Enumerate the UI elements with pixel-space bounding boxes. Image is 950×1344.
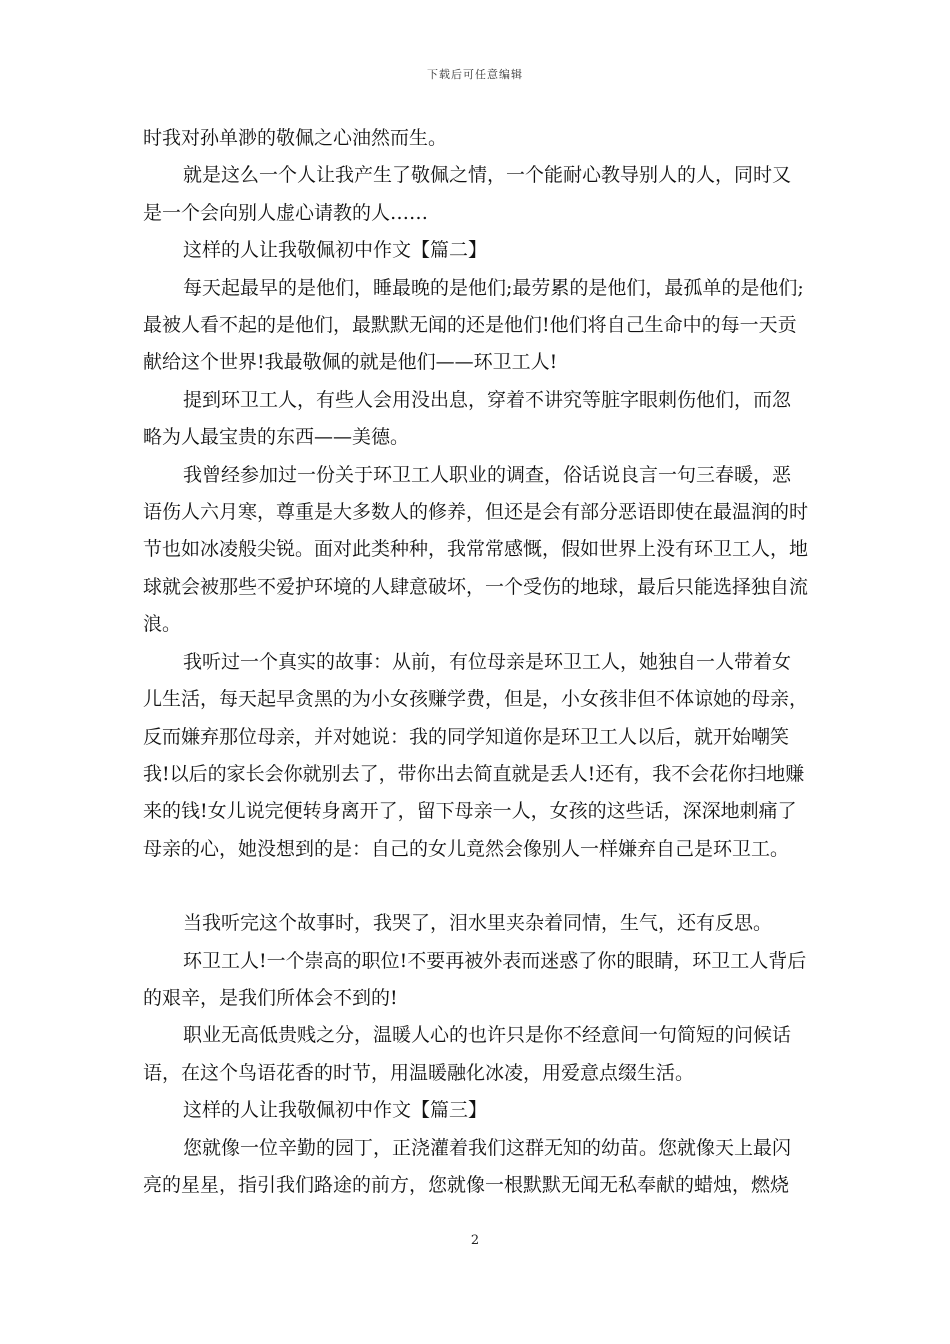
paragraph: 就是这么一个人让我产生了敬佩之情，一个能耐心教导别人的人，同时又是一个会向别人虚心请教的人…… (143, 164, 792, 224)
paragraph: 每天起最早的是他们，睡最晚的是他们;最劳累的是他们，最孤单的是他们;最被人看不起的是他们，最默默无闻的还是他们!他们将自己生命中的每一天贡献给这个世界!我最敬佩的就是他们——环卫工人! (143, 276, 804, 374)
paragraph: 职业无高低贵贱之分，温暖人心的也许只是你不经意间一句简短的问候话语，在这个鸟语花香的时节，用温暖融化冰凌，用爱意点缀生活。 (143, 1024, 792, 1084)
paragraph: 当我听完这个故事时，我哭了，泪水里夹杂着同情，生气，还有反思。 (183, 912, 773, 935)
page-number: 2 (470, 1233, 480, 1248)
section-heading: 这样的人让我敬佩初中作文【篇三】 (183, 1099, 488, 1122)
paragraph: 时我对孙单渺的敬佩之心油然而生。 (143, 127, 448, 149)
paragraph: 环卫工人!一个崇高的职位!不要再被外表而迷惑了你的眼睛，环卫工人背后的艰辛，是我们所体会不到的! (143, 949, 807, 1009)
section-heading: 这样的人让我敬佩初中作文【篇二】 (183, 239, 488, 262)
document-body (143, 120, 809, 1204)
page-header: 下载后可任意编辑 (427, 68, 523, 81)
blank-line (143, 868, 809, 905)
paragraph: 我曾经参加过一份关于环卫工人职业的调查，俗话说良言一句三春暖，恶语伤人六月寒，尊重是大多数人的修养，但还是会有部分恶语即使在最温润的时节也如冰凌般尖锐。面对此类种种，我常常感慨，假如世界上没有环卫工人，地球就会被那些不爱护环境的人肆意破坏，一个受伤的地球，最后只能选择独自流浪。 (143, 463, 809, 636)
paragraph: 提到环卫工人，有些人会用没出息，穿着不讲究等脏字眼刺伤他们，而忽略为人最宝贵的东西——美德。 (143, 388, 792, 449)
paragraph: 我听过一个真实的故事：从前，有位母亲是环卫工人，她独自一人带着女儿生活，每天起早贪黑的为小女孩赚学费，但是，小女孩非但不体谅她的母亲，反而嫌弃那位母亲，并对她说：我的同学知道你是环卫工人以后，就开始嘲笑我!以后的家长会你就别去了，带你出去简直就是丢人!还有，我不会花你扫地赚来的钱!女儿说完便转身离开了，留下母亲一人，女孩的这些话，深深地刺痛了母亲的心，她没想到的是：自己的女儿竟然会像别人一样嫌弃自己是环卫工。 (143, 650, 809, 860)
paragraph: 您就像一位辛勤的园丁，正浇灌着我们这群无知的幼苗。您就像天上最闪亮的星星，指引我们路途的前方，您就像一根默默无闻无私奉献的蜡烛，燃烧 (143, 1136, 792, 1196)
